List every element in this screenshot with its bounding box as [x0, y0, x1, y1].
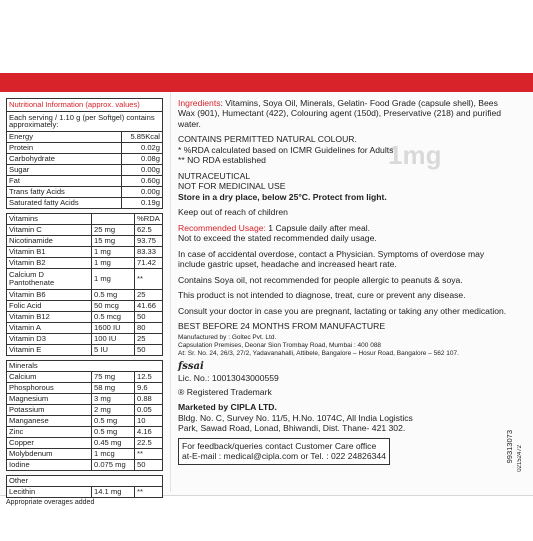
table-row	[7, 334, 162, 345]
nutrient-value: 0.00g	[140, 187, 160, 196]
table-row	[7, 427, 162, 438]
mineral-amount: 75 mg	[92, 372, 135, 382]
vitamin-amount: 15 mg	[92, 236, 135, 246]
vitamin-name: Vitamin B6	[7, 290, 92, 300]
vitamin-amount: 0.5 mcg	[92, 312, 135, 322]
table-row	[7, 383, 162, 394]
vitamin-amount: 100 IU	[92, 334, 135, 344]
nutrient-value: 5.85Kcal	[130, 132, 160, 141]
marketer-addr-2: Park, Sawad Road, Lonad, Bhiwandi, Dist. Thane- 421 302.	[178, 423, 406, 434]
table-row	[7, 345, 162, 355]
vitamin-name: Vitamin B2	[7, 258, 92, 268]
other-amount: 14.1 mg	[92, 487, 135, 497]
table-row	[7, 236, 162, 247]
mineral-amount: 0.075 mg	[92, 460, 135, 470]
vitamin-amount: 1 mg	[92, 247, 135, 257]
nutrition-row	[7, 165, 162, 176]
table-row	[7, 394, 162, 405]
table-row	[7, 487, 162, 497]
mineral-rda: 22.5	[137, 438, 152, 447]
table-row	[7, 290, 162, 301]
label-text	[178, 98, 508, 465]
vitamin-name: Vitamin C	[7, 225, 92, 235]
vitamin-rda: 71.42	[137, 258, 157, 267]
red-band-left	[0, 73, 164, 92]
marketer-addr-1: Bldg. No. C, Survey No. 11/5, H.No. 1074C, All India Logistics	[178, 412, 413, 423]
nutrition-table	[6, 98, 163, 209]
nutrient-name: Fat	[7, 176, 122, 186]
mineral-amount: 0.45 mg	[92, 438, 135, 448]
vitamins-table	[6, 213, 163, 356]
vitamin-rda: 25	[137, 334, 146, 343]
mineral-rda: 9.6	[137, 383, 148, 392]
nutrition-row	[7, 176, 162, 187]
address: At: Sr. No. 24, 26/3, 27/2, Yadavanahalli, Attibele, Bangalore – Hosur Road, Bangalore – 562 107.	[178, 349, 459, 357]
mineral-rda: 50	[137, 460, 146, 469]
ingredients: Ingredients: Vitamins, Soya Oil, Minerals, Gelatin- Food Grade (capsule shell), Bees Wax (901), Humectant (422), Colouring agent (150d), Preservative (218) and purified water.	[178, 98, 502, 129]
usage-limit: Not to exceed the stated recommended daily usage.	[178, 233, 377, 244]
mineral-name: Magnesium	[7, 394, 92, 404]
nutrition-row	[7, 154, 162, 165]
usage: Recommended Usage: 1 Capsule daily after meal.	[178, 222, 371, 233]
feedback-line-1: For feedback/queries contact Customer Care office	[182, 440, 377, 451]
soya-warning: Contains Soya oil, not recommended for people allergic to peanuts & soya.	[178, 274, 463, 285]
mineral-amount: 2 mg	[92, 405, 135, 415]
other-table	[6, 475, 163, 498]
nutrient-value: 0.19g	[140, 198, 160, 207]
minerals-table	[6, 360, 163, 471]
vitamin-name: Vitamin B12	[7, 312, 92, 322]
vitamin-amount: 5 IU	[92, 345, 135, 355]
mineral-name: Calcium	[7, 372, 92, 382]
nutrition-title: Nutritional Information (approx. values)	[7, 99, 162, 112]
mineral-rda: 4.16	[137, 427, 152, 436]
mineral-name: Potassium	[7, 405, 92, 415]
nutrition-row	[7, 198, 162, 208]
mineral-rda: **	[137, 449, 143, 458]
mineral-amount: 3 mg	[92, 394, 135, 404]
nutrient-name: Energy	[7, 132, 122, 142]
vitamin-rda: 50	[137, 312, 146, 321]
minerals-header: Minerals	[7, 361, 162, 372]
table-row	[7, 247, 162, 258]
table-row	[7, 416, 162, 427]
table-row	[7, 301, 162, 312]
panel-divider	[170, 92, 171, 492]
feedback-line-2: at-E-mail : medical@cipla.com or Tel. : 022 24826344	[182, 451, 386, 462]
other-name: Lecithin	[7, 487, 92, 497]
mineral-rda: 10	[137, 416, 146, 425]
mineral-rda: 0.88	[137, 394, 152, 403]
vitamin-rda: 50	[137, 345, 146, 354]
vitamin-amount: 50 mcg	[92, 301, 135, 311]
storage: Store in a dry place, below 25°C. Protect from light.	[178, 191, 387, 202]
table-row	[7, 438, 162, 449]
colour-note: CONTAINS PERMITTED NATURAL COLOUR.	[178, 134, 357, 145]
table-row	[7, 225, 162, 236]
vitamin-amount: 1 mg	[92, 269, 135, 289]
vitamin-amount: 25 mg	[92, 225, 135, 235]
batch-code-1: 99313073	[505, 430, 514, 464]
table-row	[7, 258, 162, 269]
nutrient-value: 0.02g	[140, 143, 160, 152]
vitamin-name: Vitamin D3	[7, 334, 92, 344]
vitamin-name: Folic Acid	[7, 301, 92, 311]
mineral-name: Manganese	[7, 416, 92, 426]
vitamin-amount: 1600 IU	[92, 323, 135, 333]
nutrient-value: 0.60g	[140, 176, 160, 185]
consult: Consult your doctor in case you are pregnant, lactating or taking any other medication.	[178, 305, 507, 316]
table-row	[7, 460, 162, 470]
vitamin-rda: **	[137, 274, 143, 283]
license: Lic. No.: 10013043000559	[178, 373, 279, 384]
mineral-amount: 0.5 mg	[92, 427, 135, 437]
table-row	[7, 449, 162, 460]
mineral-name: Copper	[7, 438, 92, 448]
nutrition-row	[7, 143, 162, 154]
table-row	[7, 323, 162, 334]
vitamin-name: Vitamin A	[7, 323, 92, 333]
vitamin-rda: 41.66	[137, 301, 157, 310]
vitamin-name: Nicotinamide	[7, 236, 92, 246]
mineral-name: Phosphorous	[7, 383, 92, 393]
vitamin-name: Vitamin E	[7, 345, 92, 355]
vitamin-rda: 62.5	[137, 225, 152, 234]
vitamin-amount: 1 mg	[92, 258, 135, 268]
mineral-amount: 1 mcg	[92, 449, 135, 459]
watermark-logo: 1mg	[388, 140, 442, 170]
mineral-name: Molybdenum	[7, 449, 92, 459]
table-row	[7, 372, 162, 383]
rda-note-1: * %RDA calculated based on ICMR Guidelines for Adults	[178, 144, 394, 155]
nutrient-name: Sugar	[7, 165, 122, 175]
mineral-amount: 58 mg	[92, 383, 135, 393]
table-row	[7, 405, 162, 416]
mineral-name: Iodine	[7, 460, 92, 470]
best-before: BEST BEFORE 24 MONTHS FROM MANUFACTURE	[178, 321, 386, 332]
other-header: Other	[7, 476, 162, 487]
marketer: Marketed by CIPLA LTD.	[178, 402, 277, 413]
other-rda: **	[137, 487, 143, 496]
not-medicinal: NOT FOR MEDICINAL USE	[178, 181, 286, 192]
nutrient-value: 0.00g	[140, 165, 160, 174]
nutrient-name: Saturated fatty Acids	[7, 198, 122, 208]
nutrition-row	[7, 132, 162, 143]
mineral-rda: 12.5	[137, 372, 152, 381]
nutrient-name: Trans fatty Acids	[7, 187, 122, 197]
vitamins-header: Vitamins %RDA	[7, 214, 162, 225]
table-row	[7, 269, 162, 290]
vitamin-rda: 93.75	[137, 236, 157, 245]
overage-note: Appropriate overages added	[6, 498, 95, 506]
mineral-name: Zinc	[7, 427, 92, 437]
disclaimer: This product is not intended to diagnose, treat, cure or prevent any disease.	[178, 290, 466, 301]
nutrition-row	[7, 187, 162, 198]
feedback-box	[178, 438, 390, 465]
mineral-amount: 0.5 mg	[92, 416, 135, 426]
nutrient-value: 0.08g	[140, 154, 160, 163]
overdose: In case of accidental overdose, contact a Physician. Symptoms of overdose may include gastric upset, headache and increased heart rate.	[178, 248, 485, 270]
fssai-logo: fssai	[178, 361, 204, 373]
nutrition-panel	[6, 98, 163, 506]
vitamin-amount: 0.5 mg	[92, 290, 135, 300]
trademark: ® Registered Trademark	[178, 386, 272, 397]
serving-text: Each serving / 1.10 g (per Softgel) contains approximately:	[7, 112, 162, 132]
manufacturer: Manufactured by : Goltec Pvt. Ltd.	[178, 333, 277, 341]
table-row	[7, 312, 162, 323]
nutraceutical: NUTRACEUTICAL	[178, 170, 251, 181]
keep-away: Keep out of reach of children	[178, 207, 288, 218]
nutrient-name: Carbohydrate	[7, 154, 122, 164]
vitamin-rda: 25	[137, 290, 146, 299]
capsulation: Capsulation Premises, Deonar Sion Trombay Road, Mumbai : 400 088	[178, 341, 382, 349]
vitamin-name: Calcium D Pantothenate	[7, 269, 92, 289]
vitamin-name: Vitamin B1	[7, 247, 92, 257]
rda-note-2: ** NO RDA established	[178, 155, 266, 166]
nutrient-name: Protein	[7, 143, 122, 153]
mineral-rda: 0.05	[137, 405, 152, 414]
batch-code-2: 02152472	[517, 445, 523, 472]
vitamin-rda: 80	[137, 323, 146, 332]
vitamin-rda: 83.33	[137, 247, 157, 256]
red-band-right	[164, 73, 533, 92]
